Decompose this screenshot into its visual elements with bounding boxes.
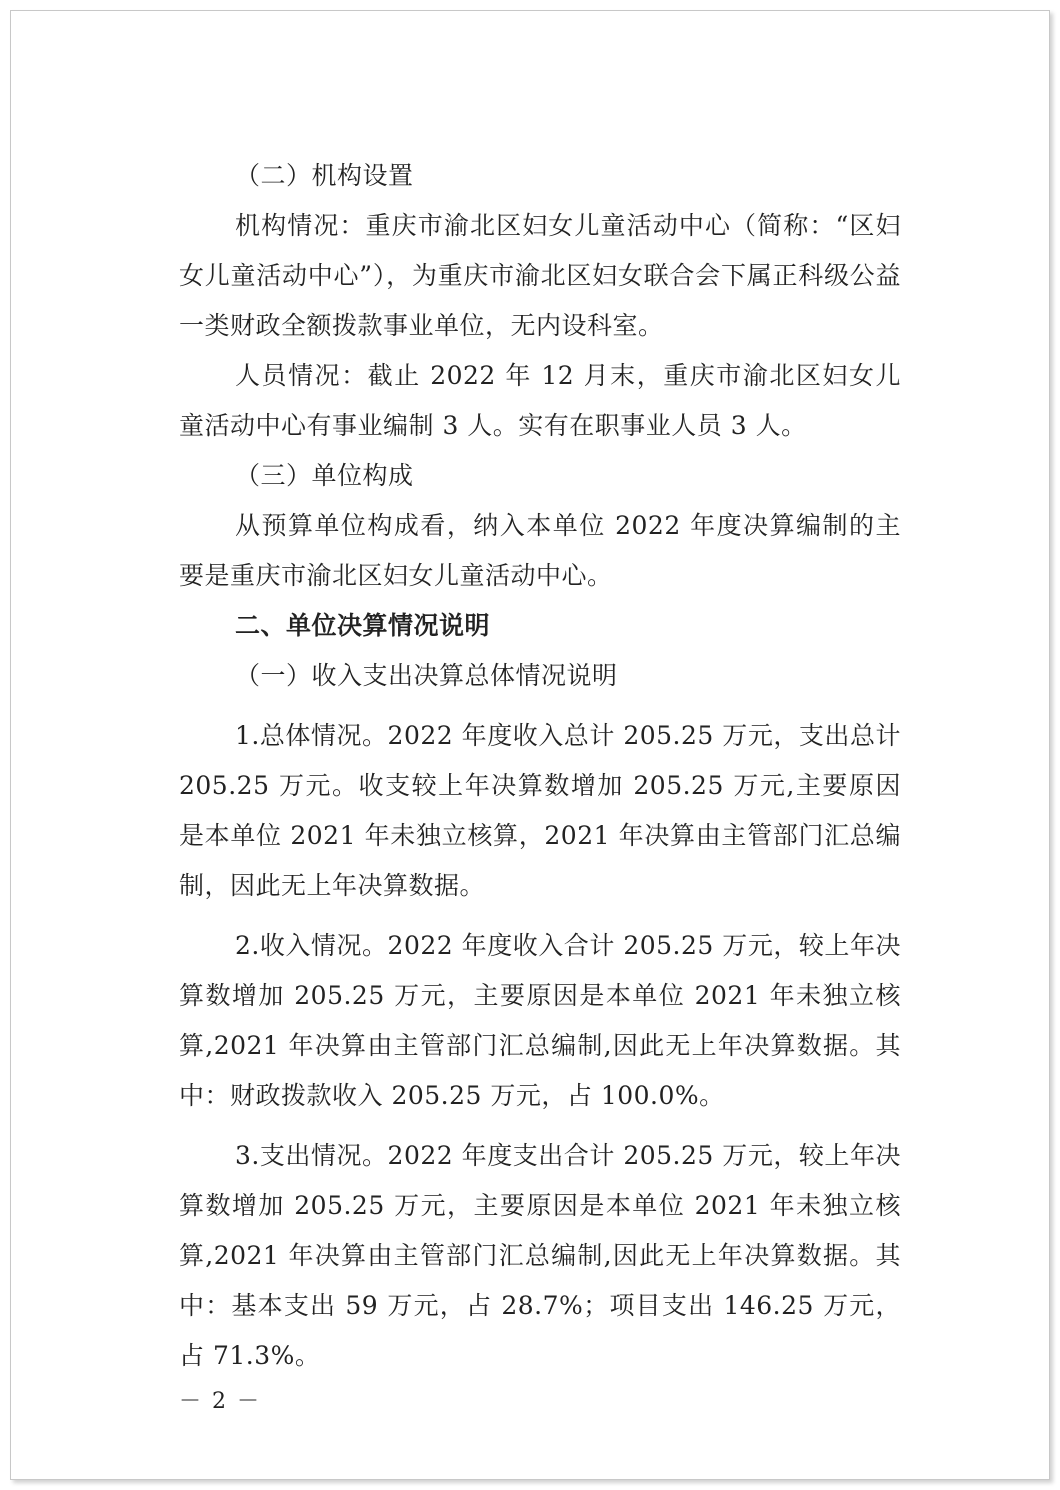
heading-income-expense-overview: （一）收入支出决算总体情况说明 xyxy=(235,661,618,690)
document-body xyxy=(179,151,901,1381)
document-page xyxy=(10,10,1050,1480)
paragraph-income: 2.收入情况。2022 年度收入合计 205.25 万元，较上年决算数增加 205.25 万元，主要原因是本单位 2021 年未独立核算,2021 年决算由主管部门汇总编制,因此无上年决算数据。其中：财政拨款收入 205.25 万元，占 100.0%。 xyxy=(179,931,901,1110)
paragraph-overall: 1.总体情况。2022 年度收入总计 205.25 万元，支出总计 205.25 万元。收支较上年决算数增加 205.25 万元,主要原因是本单位 2021 年未独立核算，2021 年决算由主管部门汇总编制，因此无上年决算数据。 xyxy=(179,721,901,900)
paragraph-expense: 3.支出情况。2022 年度支出合计 205.25 万元，较上年决算数增加 205.25 万元，主要原因是本单位 2021 年未独立核算,2021 年决算由主管部门汇总编制,因此无上年决算数据。其中：基本支出 59 万元，占 28.7%；项目支出 146.25 万元，占 71.3%。 xyxy=(179,1141,901,1370)
paragraph-unit-composition: 从预算单位构成看，纳入本单位 2022 年度决算编制的主要是重庆市渝北区妇女儿童活动中心。 xyxy=(179,511,901,590)
paragraph-staff-info: 人员情况：截止 2022 年 12 月末，重庆市渝北区妇女儿童活动中心有事业编制 3 人。实有在职事业人员 3 人。 xyxy=(179,361,901,440)
heading-unit-composition: （三）单位构成 xyxy=(235,461,414,490)
paragraph-org-info: 机构情况：重庆市渝北区妇女儿童活动中心（简称：“区妇女儿童活动中心”），为重庆市渝北区妇女联合会下属正科级公益一类财政全额拨款事业单位，无内设科室。 xyxy=(179,211,901,340)
heading-org-setup: （二）机构设置 xyxy=(235,161,414,190)
section-heading-final-accounts: 二、单位决算情况说明 xyxy=(235,611,491,640)
page-number: － 2 － xyxy=(179,1389,261,1414)
